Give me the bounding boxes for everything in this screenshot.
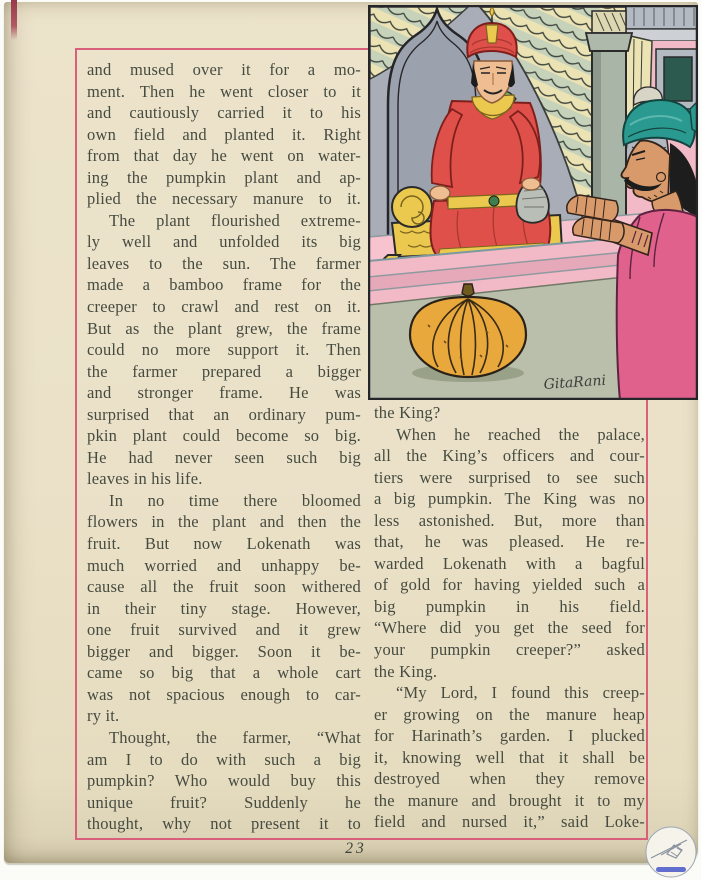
text-line: for Harinath’s garden. I plucked	[374, 726, 645, 746]
text-line: of gold for having yielded such a	[374, 575, 645, 595]
text-line: unique fruit? Suddenly he	[87, 792, 361, 812]
page-number: 23	[345, 840, 367, 857]
text-line: He had never seen such big	[87, 447, 361, 467]
text-line: and cautiously carried it to his	[87, 103, 361, 123]
text-line: cause all the fruit soon withered	[87, 577, 361, 597]
text-line: warded Lokenath with a bagful	[374, 553, 645, 573]
text-line: big pumpkin in his field.	[374, 596, 645, 616]
text-line: destroyed when they remove	[374, 769, 645, 789]
text-line: am I to do with such a big	[87, 749, 361, 769]
text-line: it, knowing well that it shall be	[374, 747, 645, 767]
text-line: leaves to the sun. The farmer	[87, 253, 361, 273]
text-line: ment. Then he went closer to it	[87, 81, 361, 101]
text-line: the manure and brought it to my	[374, 790, 645, 810]
text-line: Thought, the farmer, “What	[109, 727, 361, 747]
text-line: could no more support it. Then	[87, 340, 361, 360]
text-line: In no time there bloomed	[109, 490, 361, 510]
watermark-stamp	[641, 825, 701, 880]
text-line: in their tiny stage. However,	[87, 598, 361, 618]
text-line: from that day he went on water-	[87, 146, 361, 166]
watermark-caption	[656, 867, 686, 872]
text-line: “Where did you get the seed for	[374, 618, 645, 638]
artist-signature: GitaRani	[543, 372, 607, 393]
text-line: your pumpkin creeper?” asked	[374, 640, 645, 660]
text-line: The plant flourished extreme-	[109, 210, 361, 230]
text-line: creeper to crawl and rest on it.	[87, 297, 361, 317]
text-column-left	[87, 59, 361, 835]
text-line: leaves in his life.	[87, 469, 203, 489]
text-line: flowers in the plant and then the	[87, 512, 361, 532]
text-line: all the King’s officers and cour-	[374, 446, 645, 466]
text-line: field and nursed it,” said Loke-	[374, 812, 645, 832]
text-line: own field and planted it. Right	[87, 124, 361, 144]
text-line: fruit. But now Lokenath was	[87, 534, 361, 554]
text-line: the King.	[374, 661, 438, 681]
text-line: less astonished. But, more than	[374, 510, 645, 530]
text-line: made a bamboo frame for the	[87, 275, 361, 295]
text-line: When he reached the palace,	[396, 424, 645, 444]
text-line: the farmer prepared a bigger	[87, 361, 361, 381]
text-line: er growing on the manure heap	[374, 704, 645, 724]
text-line: bigger and bigger. Soon it be-	[87, 641, 361, 661]
scan-edge-artifact	[11, 0, 17, 40]
text-line: pumpkin? Who would buy this	[87, 771, 361, 791]
text-line: one fruit survived and it grew	[87, 620, 361, 640]
text-line: “My Lord, I found this creep-	[396, 683, 645, 703]
text-line: the King?	[374, 403, 441, 422]
story-illustration	[368, 5, 698, 400]
text-line: ing the pumpkin plant and ap-	[87, 167, 361, 187]
text-line: much worried and unhappy be-	[87, 555, 361, 575]
text-line: pkin plant could become so big.	[87, 426, 361, 446]
text-line: that, he was pleased. He re-	[374, 532, 645, 552]
text-line: and stronger frame. He was	[87, 383, 361, 403]
window-recess	[664, 57, 692, 101]
palace-column	[586, 11, 632, 221]
text-line: came so big that a whole cart	[87, 663, 361, 683]
text-line: plied the necessary manure to it.	[87, 189, 361, 209]
text-line: and mused over it for a mo-	[87, 60, 361, 79]
text-line: thought, why not present it to	[87, 814, 361, 834]
text-column-right	[374, 402, 645, 833]
text-line: But as the plant grew, the frame	[87, 318, 361, 338]
text-line: was not spacious enough to car-	[87, 684, 361, 704]
text-line: ry it.	[87, 706, 120, 726]
text-line: tiers were surprised to see such	[374, 467, 645, 487]
text-line: surprised that an ordinary pum-	[87, 404, 361, 424]
text-line: ly well and unfolded its big	[87, 232, 361, 252]
text-line: a big pumpkin. The King was no	[374, 489, 645, 509]
